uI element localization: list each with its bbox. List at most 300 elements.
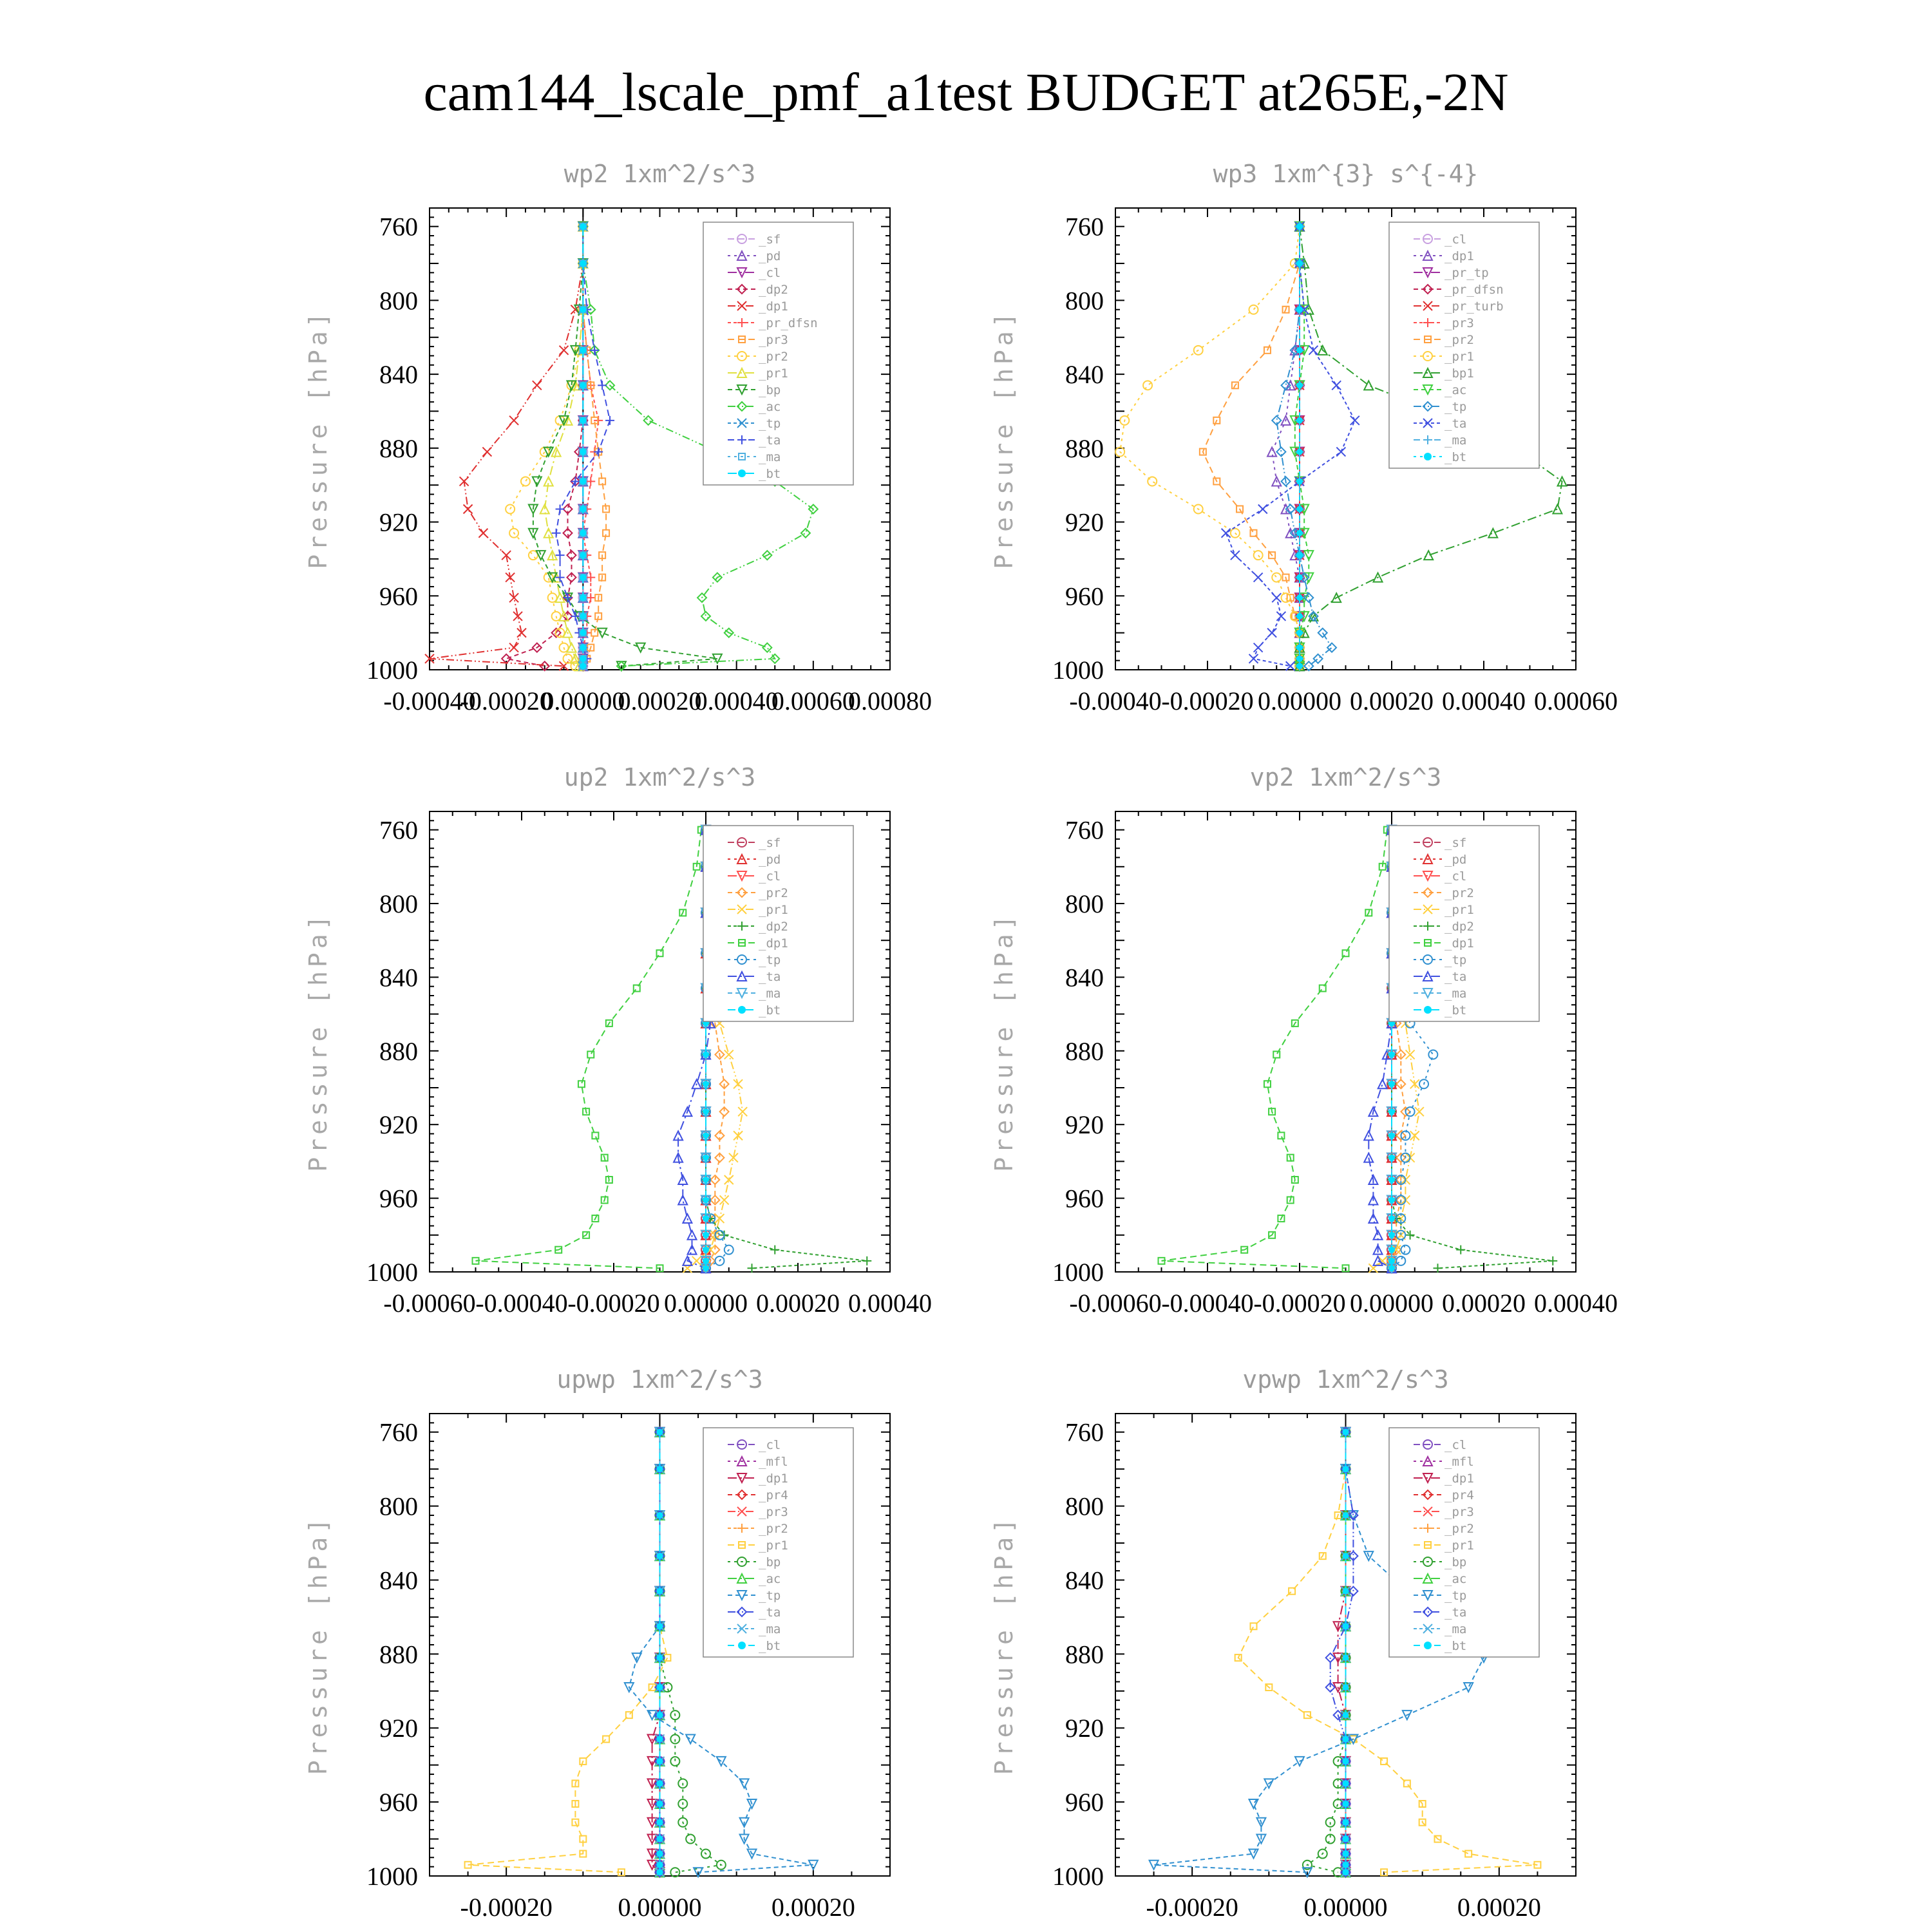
- legend-entry: _ac: [759, 400, 781, 414]
- y-tick-label: 800: [379, 889, 418, 918]
- legend-marker: [1424, 453, 1432, 460]
- data-point: [556, 504, 565, 513]
- data-point: [1264, 1081, 1271, 1087]
- legend-entry: _pr3: [1444, 316, 1474, 330]
- y-tick-label: 840: [1065, 963, 1104, 992]
- data-point: [1336, 448, 1345, 457]
- data-point: [1401, 1245, 1410, 1255]
- y-tick-label: 960: [1065, 1184, 1104, 1213]
- y-tick-label: 1000: [366, 1862, 418, 1891]
- data-point: [1343, 1869, 1349, 1875]
- data-point: [703, 1232, 709, 1238]
- legend-entry: _pr1: [1444, 1539, 1474, 1553]
- legend-entry: _dp2: [1444, 920, 1474, 934]
- data-point: [580, 552, 586, 558]
- x-tick-label: 0.00040: [694, 687, 779, 715]
- data-point: [1282, 381, 1291, 390]
- y-tick-label: 960: [1065, 1788, 1104, 1817]
- x-tick-label: 0.00000: [618, 1893, 702, 1922]
- legend-marker: [1424, 1006, 1432, 1014]
- data-point: [770, 1245, 779, 1255]
- panel-title: wp3 1xm^{3} s^{-4}: [1213, 160, 1479, 188]
- x-tick-label: -0.00040: [1161, 1289, 1254, 1318]
- data-point: [657, 1869, 663, 1875]
- legend-entry: _pr3: [759, 333, 788, 347]
- data-point: [1296, 449, 1303, 455]
- x-tick-label: -0.00020: [1146, 1893, 1238, 1922]
- y-tick-label: 800: [1065, 286, 1104, 316]
- data-point: [482, 448, 491, 457]
- data-point: [1388, 1081, 1395, 1087]
- legend-entry: _bt: [759, 1003, 781, 1018]
- data-point: [657, 1851, 663, 1857]
- data-point: [533, 381, 542, 390]
- panel-title: upwp 1xm^2/s^3: [556, 1365, 763, 1394]
- data-point: [657, 1588, 663, 1595]
- data-point: [1343, 1801, 1349, 1807]
- y-tick-label: 1000: [1052, 656, 1104, 685]
- legend-entry: _dp1: [759, 299, 788, 314]
- x-tick-label: 0.00040: [1534, 1289, 1618, 1318]
- x-tick-label: -0.00020: [460, 1893, 553, 1922]
- figure-title: cam144_lscale_pmf_a1test BUDGET at265E,-2N: [423, 62, 1509, 122]
- legend-entry: _ma: [1444, 1622, 1467, 1636]
- x-tick-label: 0.00000: [1258, 687, 1341, 715]
- legend-entry: _sf: [1444, 836, 1467, 850]
- data-point: [686, 1734, 695, 1743]
- data-point: [1388, 1177, 1395, 1183]
- legend-entry: _pd: [759, 249, 781, 263]
- data-point: [801, 529, 810, 538]
- legend-entry: _pr2: [759, 1522, 788, 1536]
- legend-entry: _ma: [1444, 987, 1467, 1001]
- y-axis-label: Pressure [hPa]: [304, 1514, 332, 1776]
- data-point: [1143, 381, 1152, 390]
- legend-entry: _bt: [759, 467, 781, 481]
- data-point: [1456, 1245, 1465, 1255]
- data-point: [1343, 1429, 1349, 1435]
- data-point: [580, 630, 586, 636]
- legend-entry: _cl: [759, 869, 781, 884]
- legend-entry: _cl: [759, 1438, 781, 1452]
- data-point: [686, 1835, 695, 1844]
- panel-title: up2 1xm^2/s^3: [564, 763, 756, 791]
- legend-entry: _cl: [1444, 232, 1467, 247]
- legend-entry: _pr_tp: [1444, 266, 1489, 280]
- data-point: [657, 1466, 663, 1472]
- data-point: [1272, 593, 1281, 602]
- legend-entry: _ta: [759, 433, 781, 448]
- y-tick-label: 960: [1065, 582, 1104, 611]
- data-point: [1296, 478, 1303, 484]
- data-point: [1296, 382, 1303, 388]
- data-point: [657, 1780, 663, 1786]
- data-point: [1388, 1108, 1395, 1115]
- x-tick-label: 0.00020: [618, 687, 702, 715]
- data-point: [1296, 552, 1303, 558]
- data-point: [678, 1195, 687, 1204]
- data-point: [703, 1155, 709, 1161]
- legend-entry: _pr1: [759, 366, 788, 381]
- y-tick-label: 920: [379, 1714, 418, 1743]
- panel-title: vp2 1xm^2/s^3: [1249, 763, 1442, 791]
- legend-entry: _pr3: [759, 1505, 788, 1519]
- data-point: [1296, 645, 1303, 651]
- legend-entry: _pr3: [1444, 1505, 1474, 1519]
- legend-entry: _tp: [1444, 400, 1467, 414]
- x-tick-label: 0.00020: [1442, 1289, 1526, 1318]
- legend-entry: _bp: [1444, 1555, 1467, 1569]
- data-point: [1488, 529, 1497, 538]
- data-point: [703, 1108, 709, 1115]
- legend-entry: _bt: [1444, 450, 1467, 464]
- legend-entry: _dp1: [1444, 249, 1474, 263]
- data-point: [1343, 1512, 1349, 1519]
- x-tick-label: 0.00060: [1534, 687, 1618, 715]
- data-point: [1296, 663, 1303, 669]
- y-tick-label: 960: [379, 1788, 418, 1817]
- x-tick-label: 0.00000: [541, 687, 625, 715]
- data-point: [580, 574, 586, 581]
- legend-entry: _tp: [1444, 953, 1467, 967]
- x-tick-label: -0.00040: [475, 1289, 568, 1318]
- y-tick-label: 1000: [1052, 1862, 1104, 1891]
- data-point: [1278, 1132, 1284, 1139]
- legend-entry: _ta: [1444, 970, 1467, 984]
- data-point: [657, 1819, 663, 1826]
- data-point: [688, 1231, 697, 1240]
- legend-entry: _pr2: [759, 350, 788, 364]
- legend-entry: _pr2: [1444, 1522, 1474, 1536]
- y-tick-label: 760: [1065, 815, 1104, 845]
- y-tick-label: 1000: [1052, 1258, 1104, 1287]
- legend-entry: _mfl: [759, 1455, 788, 1469]
- legend-entry: _dp1: [1444, 936, 1474, 951]
- data-point: [1249, 1799, 1258, 1808]
- y-tick-label: 880: [1065, 1036, 1104, 1066]
- data-point: [1343, 1654, 1349, 1661]
- data-point: [657, 1429, 663, 1435]
- legend-entry: _tp: [1444, 1589, 1467, 1603]
- data-point: [657, 1654, 663, 1661]
- data-point: [1350, 416, 1359, 425]
- data-point: [580, 656, 586, 662]
- data-point: [762, 643, 772, 652]
- y-tick-label: 840: [379, 1566, 418, 1595]
- x-tick-label: -0.00020: [1253, 1289, 1346, 1318]
- data-point: [657, 1736, 663, 1742]
- x-tick-label: 0.00040: [848, 1289, 932, 1318]
- data-point: [1296, 417, 1303, 424]
- data-point: [1332, 381, 1341, 390]
- legend-entry: _pr_turb: [1444, 299, 1504, 314]
- x-tick-label: 0.00020: [1457, 1893, 1541, 1922]
- y-axis-label: Pressure [hPa]: [304, 911, 332, 1172]
- x-tick-label: 0.00000: [664, 1289, 748, 1318]
- y-tick-label: 880: [1065, 1640, 1104, 1669]
- data-point: [1388, 1258, 1395, 1264]
- x-tick-label: 0.00020: [1350, 687, 1434, 715]
- data-point: [1296, 347, 1303, 354]
- data-point: [580, 449, 586, 455]
- legend-entry: _pd: [1444, 853, 1467, 867]
- data-point: [1343, 1712, 1349, 1718]
- chart-panel-5: [304, 1365, 890, 1922]
- data-point: [590, 346, 599, 355]
- panel-title: vpwp 1xm^2/s^3: [1242, 1365, 1449, 1394]
- y-tick-label: 880: [379, 1036, 418, 1066]
- legend-entry: _pr4: [759, 1488, 788, 1502]
- legend-marker: [738, 469, 746, 477]
- data-point: [1249, 654, 1258, 663]
- data-point: [664, 1654, 670, 1661]
- y-tick-label: 960: [379, 582, 418, 611]
- legend-entry: _bp: [759, 1555, 781, 1569]
- data-point: [605, 416, 614, 425]
- x-tick-label: 0.00040: [1442, 687, 1526, 715]
- data-point: [1343, 1862, 1349, 1868]
- data-point: [1296, 630, 1303, 636]
- data-point: [533, 477, 542, 486]
- y-tick-label: 760: [379, 212, 418, 242]
- data-point: [1388, 1052, 1395, 1058]
- data-point: [657, 1758, 663, 1765]
- legend-marker: [738, 1006, 746, 1014]
- y-axis-label: Pressure [hPa]: [990, 308, 1018, 569]
- data-point: [1428, 1050, 1437, 1059]
- y-axis-label: Pressure [hPa]: [990, 911, 1018, 1172]
- legend-entry: _bt: [1444, 1639, 1467, 1653]
- legend-marker: [1424, 1642, 1432, 1649]
- x-tick-label: -0.00020: [460, 687, 553, 715]
- data-point: [478, 529, 488, 538]
- legend-entry: _pr2: [759, 886, 788, 900]
- x-tick-label: 0.00060: [771, 687, 855, 715]
- data-point: [580, 645, 586, 651]
- data-point: [1343, 1588, 1349, 1595]
- data-point: [1272, 573, 1281, 582]
- data-point: [1231, 551, 1240, 560]
- legend-entry: _sf: [759, 836, 781, 850]
- data-point: [670, 1734, 679, 1743]
- data-point: [734, 1079, 743, 1088]
- data-point: [1388, 1132, 1395, 1139]
- data-point: [1464, 1683, 1473, 1692]
- legend-entry: _ma: [759, 1622, 781, 1636]
- x-tick-label: -0.00040: [1069, 687, 1162, 715]
- legend-entry: _bt: [1444, 1003, 1467, 1018]
- series-line-dp1: [1162, 830, 1387, 1269]
- legend-entry: _ta: [759, 970, 781, 984]
- legend-entry: _dp1: [1444, 1472, 1474, 1486]
- y-tick-label: 800: [1065, 1492, 1104, 1521]
- series-line-pr1: [468, 1432, 668, 1873]
- data-point: [1343, 1851, 1349, 1857]
- y-tick-label: 800: [1065, 889, 1104, 918]
- legend-entry: _ma: [1444, 433, 1467, 448]
- y-tick-label: 800: [379, 1492, 418, 1521]
- data-point: [1304, 593, 1313, 602]
- data-point: [1251, 1623, 1257, 1629]
- y-tick-label: 960: [379, 1184, 418, 1213]
- data-point: [1254, 643, 1263, 652]
- data-point: [598, 381, 607, 390]
- data-point: [1296, 613, 1303, 620]
- data-point: [580, 663, 586, 669]
- legend-entry: _ac: [759, 1572, 781, 1586]
- x-tick-label: -0.00060: [383, 1289, 476, 1318]
- y-tick-label: 760: [379, 815, 418, 845]
- legend-entry: _pr1: [1444, 903, 1474, 917]
- data-point: [1424, 551, 1433, 560]
- data-point: [703, 1215, 709, 1222]
- data-point: [1296, 506, 1303, 512]
- legend-entry: _pr_dfsn: [1444, 283, 1504, 297]
- series-line-pr1: [1120, 227, 1300, 667]
- y-tick-label: 880: [379, 1640, 418, 1669]
- data-point: [657, 1712, 663, 1718]
- data-point: [1276, 612, 1285, 621]
- legend-entry: _pr1: [759, 1539, 788, 1553]
- data-point: [578, 1081, 585, 1087]
- data-point: [657, 1623, 663, 1629]
- data-point: [580, 307, 586, 313]
- data-point: [509, 643, 518, 652]
- data-point: [1343, 1819, 1349, 1826]
- data-point: [1296, 307, 1303, 313]
- y-tick-label: 880: [1065, 433, 1104, 463]
- chart-panel-1: [304, 160, 932, 715]
- x-tick-label: -0.00020: [1161, 687, 1254, 715]
- data-point: [592, 1132, 598, 1139]
- x-tick-label: -0.00040: [383, 687, 476, 715]
- series-line-dp1: [476, 830, 701, 1269]
- y-axis-label: Pressure [hPa]: [304, 308, 332, 569]
- legend-entry: _ta: [1444, 1605, 1467, 1620]
- data-point: [657, 1553, 663, 1559]
- data-point: [1296, 574, 1303, 581]
- data-point: [521, 477, 530, 486]
- data-point: [598, 629, 607, 638]
- y-tick-label: 1000: [366, 1258, 418, 1287]
- legend-marker: [738, 1642, 746, 1649]
- y-axis-label: Pressure [hPa]: [990, 1514, 1018, 1776]
- data-point: [1254, 551, 1263, 560]
- legend-entry: _pr1: [759, 903, 788, 917]
- data-point: [1378, 1079, 1387, 1088]
- legend-entry: _tp: [759, 1589, 781, 1603]
- legend-entry: _ma: [759, 450, 781, 464]
- data-point: [1267, 629, 1276, 638]
- x-tick-label: 0.00080: [848, 687, 932, 715]
- data-point: [1222, 529, 1231, 538]
- data-point: [703, 1177, 709, 1183]
- data-point: [703, 1132, 709, 1139]
- data-point: [724, 1175, 734, 1184]
- legend-entry: _ta: [1444, 417, 1467, 431]
- legend-entry: _cl: [1444, 1438, 1467, 1452]
- x-tick-label: -0.00060: [1069, 1289, 1162, 1318]
- data-point: [1343, 1758, 1349, 1765]
- chart-panel-6: [990, 1365, 1576, 1922]
- data-point: [703, 1197, 709, 1203]
- data-point: [1388, 1247, 1395, 1253]
- legend-entry: _ac: [1444, 383, 1467, 397]
- legend-entry: _ta: [759, 1605, 781, 1620]
- y-tick-label: 920: [1065, 507, 1104, 537]
- legend-entry: _ma: [759, 987, 781, 1001]
- data-point: [580, 613, 586, 620]
- legend-entry: _pr4: [1444, 1488, 1474, 1502]
- data-point: [644, 416, 653, 425]
- data-point: [580, 506, 586, 512]
- data-point: [1343, 1736, 1349, 1742]
- y-tick-label: 840: [379, 963, 418, 992]
- data-point: [580, 417, 586, 424]
- data-point: [509, 416, 518, 425]
- data-point: [688, 1245, 697, 1255]
- data-point: [670, 1757, 679, 1766]
- data-point: [1148, 477, 1157, 486]
- x-tick-label: 0.00020: [756, 1289, 840, 1318]
- y-tick-label: 880: [379, 433, 418, 463]
- y-tick-label: 800: [379, 286, 418, 316]
- series-line-bp: [1307, 1432, 1346, 1873]
- legend-entry: _dp1: [759, 936, 788, 951]
- data-point: [657, 1862, 663, 1868]
- data-point: [720, 1195, 729, 1204]
- y-tick-label: 840: [1065, 1566, 1104, 1595]
- data-point: [701, 612, 710, 621]
- data-point: [657, 1684, 663, 1690]
- data-point: [587, 1052, 594, 1058]
- data-point: [580, 530, 586, 536]
- data-point: [703, 1258, 709, 1264]
- data-point: [580, 347, 586, 354]
- legend-entry: _cl: [759, 266, 781, 280]
- data-point: [703, 1052, 709, 1058]
- x-tick-label: 0.00000: [1303, 1893, 1388, 1922]
- y-tick-label: 760: [379, 1417, 418, 1447]
- data-point: [1249, 305, 1258, 314]
- data-point: [1388, 1197, 1395, 1203]
- y-tick-label: 920: [379, 507, 418, 537]
- data-point: [1388, 1155, 1395, 1161]
- data-point: [724, 1050, 734, 1059]
- legend-entry: _cl: [1444, 869, 1467, 884]
- data-point: [1368, 1214, 1378, 1223]
- chart-panel-2: [990, 160, 1618, 715]
- y-tick-label: 760: [1065, 1417, 1104, 1447]
- legend-entry: _tp: [759, 953, 781, 967]
- legend-entry: _pr_dfsn: [759, 316, 818, 330]
- data-point: [1388, 1265, 1395, 1271]
- series-line-pr2: [510, 227, 583, 667]
- data-point: [464, 504, 473, 513]
- legend-entry: _bp: [759, 383, 781, 397]
- data-point: [1548, 1256, 1557, 1265]
- data-point: [1309, 346, 1318, 355]
- data-point: [580, 260, 586, 267]
- data-point: [513, 612, 522, 621]
- data-point: [1343, 1684, 1349, 1690]
- y-tick-label: 840: [379, 360, 418, 390]
- data-point: [1465, 1851, 1472, 1857]
- data-point: [1296, 656, 1303, 662]
- data-point: [580, 382, 586, 388]
- data-point: [1296, 223, 1303, 230]
- data-point: [1388, 1232, 1395, 1238]
